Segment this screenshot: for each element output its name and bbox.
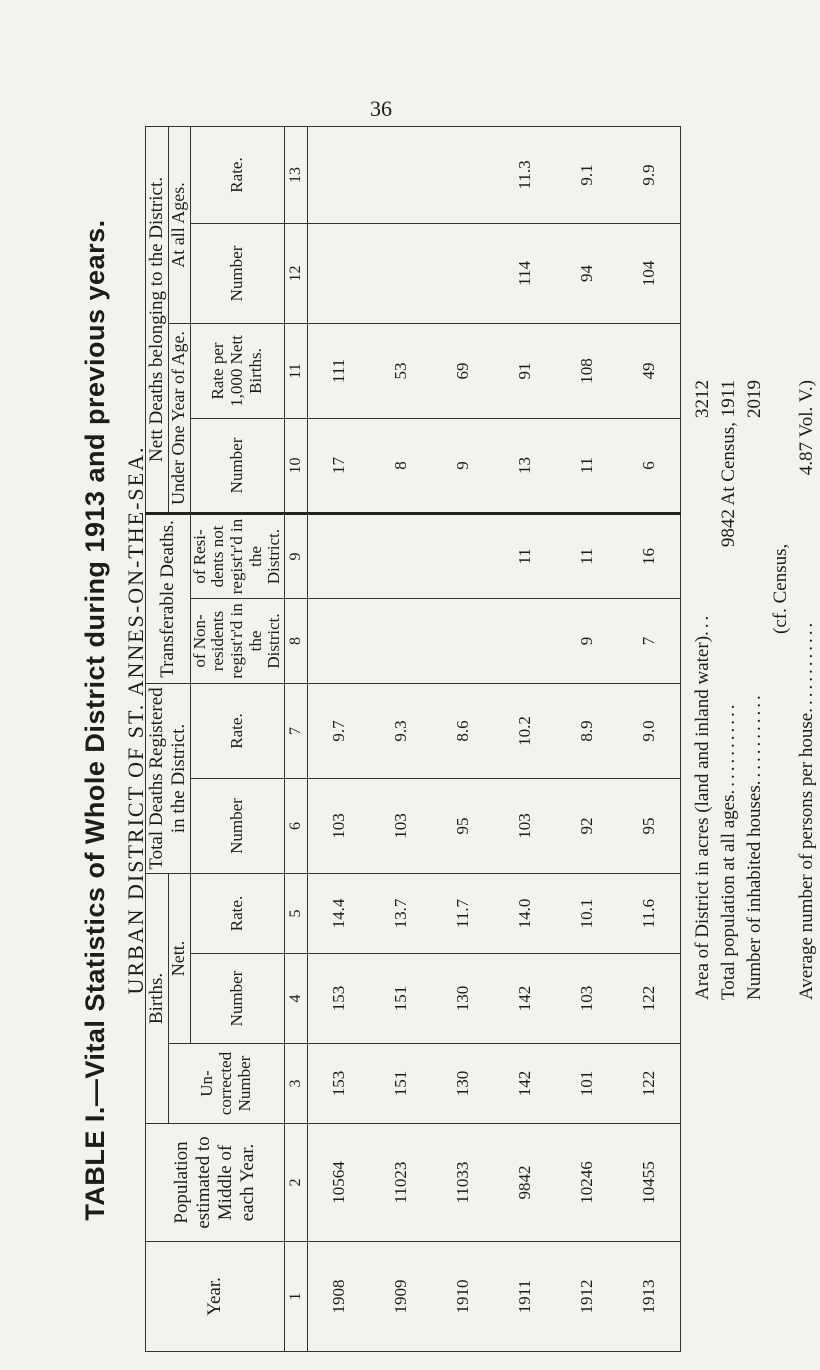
header-residents: of Resi-dents not regist'r'd in the District. bbox=[190, 513, 284, 598]
cell-nett-births-rate: 10.1 bbox=[556, 874, 618, 954]
cell-under-one-rate: 91 bbox=[494, 323, 556, 418]
header-births-number: Number bbox=[190, 954, 284, 1044]
cell-total-deaths-rate: 9.7 bbox=[308, 683, 371, 778]
page-number: 36 bbox=[370, 96, 392, 121]
cell-nett-births-number: 130 bbox=[432, 954, 494, 1044]
cell-nett-births-rate: 11.6 bbox=[618, 874, 681, 954]
cell-non-residents: 9 bbox=[556, 598, 618, 683]
header-population: Population estimated to Middle of each Year. bbox=[146, 1124, 285, 1242]
header-all-ages-number: Number bbox=[190, 223, 284, 323]
cell-all-ages-number: 114 bbox=[494, 223, 556, 323]
cell-total-deaths-number: 103 bbox=[370, 779, 432, 874]
header-nett-deaths: Nett Deaths belonging to the District. bbox=[146, 126, 169, 513]
cell-total-deaths-rate: 8.6 bbox=[432, 683, 494, 778]
cell-all-ages-number: 94 bbox=[556, 223, 618, 323]
note-line bbox=[794, 380, 820, 1000]
column-number: 12 bbox=[285, 223, 308, 323]
column-number: 1 bbox=[285, 1242, 308, 1352]
cell-total-deaths-number: 103 bbox=[308, 779, 371, 874]
note-value: 2019 bbox=[744, 380, 765, 418]
header-row-groups bbox=[146, 126, 169, 1351]
cell-all-ages-rate: 11.3 bbox=[494, 126, 556, 223]
header-row-column-numbers bbox=[285, 126, 308, 1351]
note-line bbox=[716, 380, 742, 1000]
cell-nett-births-rate: 14.4 bbox=[308, 874, 371, 954]
cell-year: 1910 bbox=[432, 1242, 494, 1352]
table-body bbox=[308, 126, 681, 1351]
cell-all-ages-rate bbox=[308, 126, 371, 223]
cell-all-ages-rate bbox=[370, 126, 432, 223]
cell-total-deaths-rate: 9.0 bbox=[618, 683, 681, 778]
cell-under-one-rate: 49 bbox=[618, 323, 681, 418]
cell-under-one-rate: 69 bbox=[432, 323, 494, 418]
cell-total-deaths-rate: 10.2 bbox=[494, 683, 556, 778]
cell-under-one-number: 13 bbox=[494, 418, 556, 513]
header-births: Births. bbox=[146, 874, 169, 1124]
cell-total-deaths-rate: 8.9 bbox=[556, 683, 618, 778]
table-row bbox=[308, 126, 371, 1351]
note-leader-dots: ............ bbox=[718, 701, 739, 795]
header-under-one-number: Number bbox=[190, 418, 284, 513]
cell-non-residents: 7 bbox=[618, 598, 681, 683]
district-notes bbox=[690, 380, 817, 1000]
column-number: 13 bbox=[285, 126, 308, 223]
cell-uncorrected-births: 142 bbox=[494, 1044, 556, 1124]
cell-uncorrected-births: 130 bbox=[432, 1044, 494, 1124]
column-number: 11 bbox=[285, 323, 308, 418]
note-line bbox=[768, 380, 794, 1000]
header-births-nett: Nett. bbox=[168, 874, 190, 1044]
cell-under-one-rate: 111 bbox=[308, 323, 371, 418]
column-number: 9 bbox=[285, 513, 308, 598]
cell-all-ages-rate bbox=[432, 126, 494, 223]
note-label: Total population at all ages bbox=[718, 794, 739, 1000]
cell-under-one-number: 11 bbox=[556, 418, 618, 513]
cell-under-one-number: 17 bbox=[308, 418, 371, 513]
cell-residents bbox=[432, 513, 494, 598]
cell-total-deaths-rate: 9.3 bbox=[370, 683, 432, 778]
table-row bbox=[618, 126, 681, 1351]
cell-nett-births-rate: 14.0 bbox=[494, 874, 556, 954]
cell-under-one-number: 6 bbox=[618, 418, 681, 513]
header-year: Year. bbox=[146, 1242, 285, 1352]
note-leader-dots: ............ bbox=[744, 692, 765, 786]
note-leader-dots: ............ bbox=[796, 619, 817, 713]
cell-all-ages-rate: 9.1 bbox=[556, 126, 618, 223]
header-all-ages-rate: Rate. bbox=[190, 126, 284, 223]
header-all-ages: At all Ages. bbox=[168, 126, 190, 323]
cell-year: 1912 bbox=[556, 1242, 618, 1352]
cell-all-ages-number bbox=[370, 223, 432, 323]
cell-non-residents bbox=[494, 598, 556, 683]
note-value: 3212 bbox=[692, 380, 713, 418]
cell-nett-births-rate: 11.7 bbox=[432, 874, 494, 954]
cell-uncorrected-births: 122 bbox=[618, 1044, 681, 1124]
cell-residents: 11 bbox=[494, 513, 556, 598]
cell-nett-births-number: 103 bbox=[556, 954, 618, 1044]
cell-nett-births-number: 151 bbox=[370, 954, 432, 1044]
cell-all-ages-rate: 9.9 bbox=[618, 126, 681, 223]
table-row bbox=[494, 126, 556, 1351]
cell-residents: 11 bbox=[556, 513, 618, 598]
cell-year: 1913 bbox=[618, 1242, 681, 1352]
header-under-one-rate: Rate per 1,000 Nett Births. bbox=[190, 323, 284, 418]
note-value: (cf. Census, bbox=[770, 543, 791, 634]
table-row bbox=[556, 126, 618, 1351]
cell-under-one-rate: 108 bbox=[556, 323, 618, 418]
cell-population: 11033 bbox=[432, 1124, 494, 1242]
cell-population: 10564 bbox=[308, 1124, 371, 1242]
cell-year: 1911 bbox=[494, 1242, 556, 1352]
vital-statistics-table bbox=[145, 126, 681, 1352]
cell-non-residents bbox=[370, 598, 432, 683]
cell-under-one-number: 9 bbox=[432, 418, 494, 513]
header-under-one-year: Under One Year of Age. bbox=[168, 323, 190, 513]
note-label: Average number of persons per house bbox=[796, 712, 817, 1000]
cell-population: 10455 bbox=[618, 1124, 681, 1242]
header-total-deaths: Total Deaths Registered in the District. bbox=[146, 683, 191, 873]
note-value: 9842 At Census, 1911 bbox=[718, 380, 739, 548]
note-line bbox=[742, 380, 768, 1000]
header-non-residents: of Non-residents regist'r'd in the District. bbox=[190, 598, 284, 683]
cell-all-ages-number: 104 bbox=[618, 223, 681, 323]
cell-nett-births-rate: 13.7 bbox=[370, 874, 432, 954]
note-leader-dots: ... bbox=[692, 612, 713, 636]
cell-total-deaths-number: 92 bbox=[556, 779, 618, 874]
cell-year: 1908 bbox=[308, 1242, 371, 1352]
cell-non-residents bbox=[432, 598, 494, 683]
cell-non-residents bbox=[308, 598, 371, 683]
column-number: 8 bbox=[285, 598, 308, 683]
note-label: Number of inhabited houses bbox=[744, 785, 765, 1000]
cell-under-one-number: 8 bbox=[370, 418, 432, 513]
column-number: 4 bbox=[285, 954, 308, 1044]
cell-population: 10246 bbox=[556, 1124, 618, 1242]
cell-all-ages-number bbox=[432, 223, 494, 323]
table-subtitle: URBAN DISTRICT OF ST. ANNES-ON-THE-SEA. bbox=[123, 445, 148, 995]
table-row bbox=[432, 126, 494, 1351]
vital-statistics-table-wrapper bbox=[145, 127, 680, 1352]
note-line bbox=[690, 380, 716, 1000]
column-number: 2 bbox=[285, 1124, 308, 1242]
cell-uncorrected-births: 101 bbox=[556, 1044, 618, 1124]
cell-uncorrected-births: 153 bbox=[308, 1044, 371, 1124]
cell-all-ages-number bbox=[308, 223, 371, 323]
table-row bbox=[370, 126, 432, 1351]
column-number: 6 bbox=[285, 779, 308, 874]
cell-uncorrected-births: 151 bbox=[370, 1044, 432, 1124]
header-deaths-rate: Rate. bbox=[190, 683, 284, 778]
cell-residents bbox=[370, 513, 432, 598]
cell-residents: 16 bbox=[618, 513, 681, 598]
cell-total-deaths-number: 95 bbox=[432, 779, 494, 874]
cell-total-deaths-number: 95 bbox=[618, 779, 681, 874]
cell-population: 9842 bbox=[494, 1124, 556, 1242]
column-number: 5 bbox=[285, 874, 308, 954]
column-number: 10 bbox=[285, 418, 308, 513]
cell-population: 11023 bbox=[370, 1124, 432, 1242]
cell-residents bbox=[308, 513, 371, 598]
header-uncorrected-number: Un-corrected Number bbox=[168, 1044, 284, 1124]
column-number: 3 bbox=[285, 1044, 308, 1124]
header-deaths-number: Number bbox=[190, 779, 284, 874]
note-label: Area of District in acres (land and inland water) bbox=[692, 635, 713, 1000]
cell-total-deaths-number: 103 bbox=[494, 779, 556, 874]
cell-year: 1909 bbox=[370, 1242, 432, 1352]
column-number: 7 bbox=[285, 683, 308, 778]
header-births-rate: Rate. bbox=[190, 874, 284, 954]
table-title: TABLE I.—Vital Statistics of Whole District during 1913 and previous years. bbox=[80, 219, 110, 1221]
note-value: 4.87 Vol. V.) bbox=[796, 380, 817, 476]
cell-under-one-rate: 53 bbox=[370, 323, 432, 418]
header-transferable-deaths: Transferable Deaths. bbox=[146, 513, 191, 683]
cell-nett-births-number: 153 bbox=[308, 954, 371, 1044]
cell-nett-births-number: 142 bbox=[494, 954, 556, 1044]
cell-nett-births-number: 122 bbox=[618, 954, 681, 1044]
